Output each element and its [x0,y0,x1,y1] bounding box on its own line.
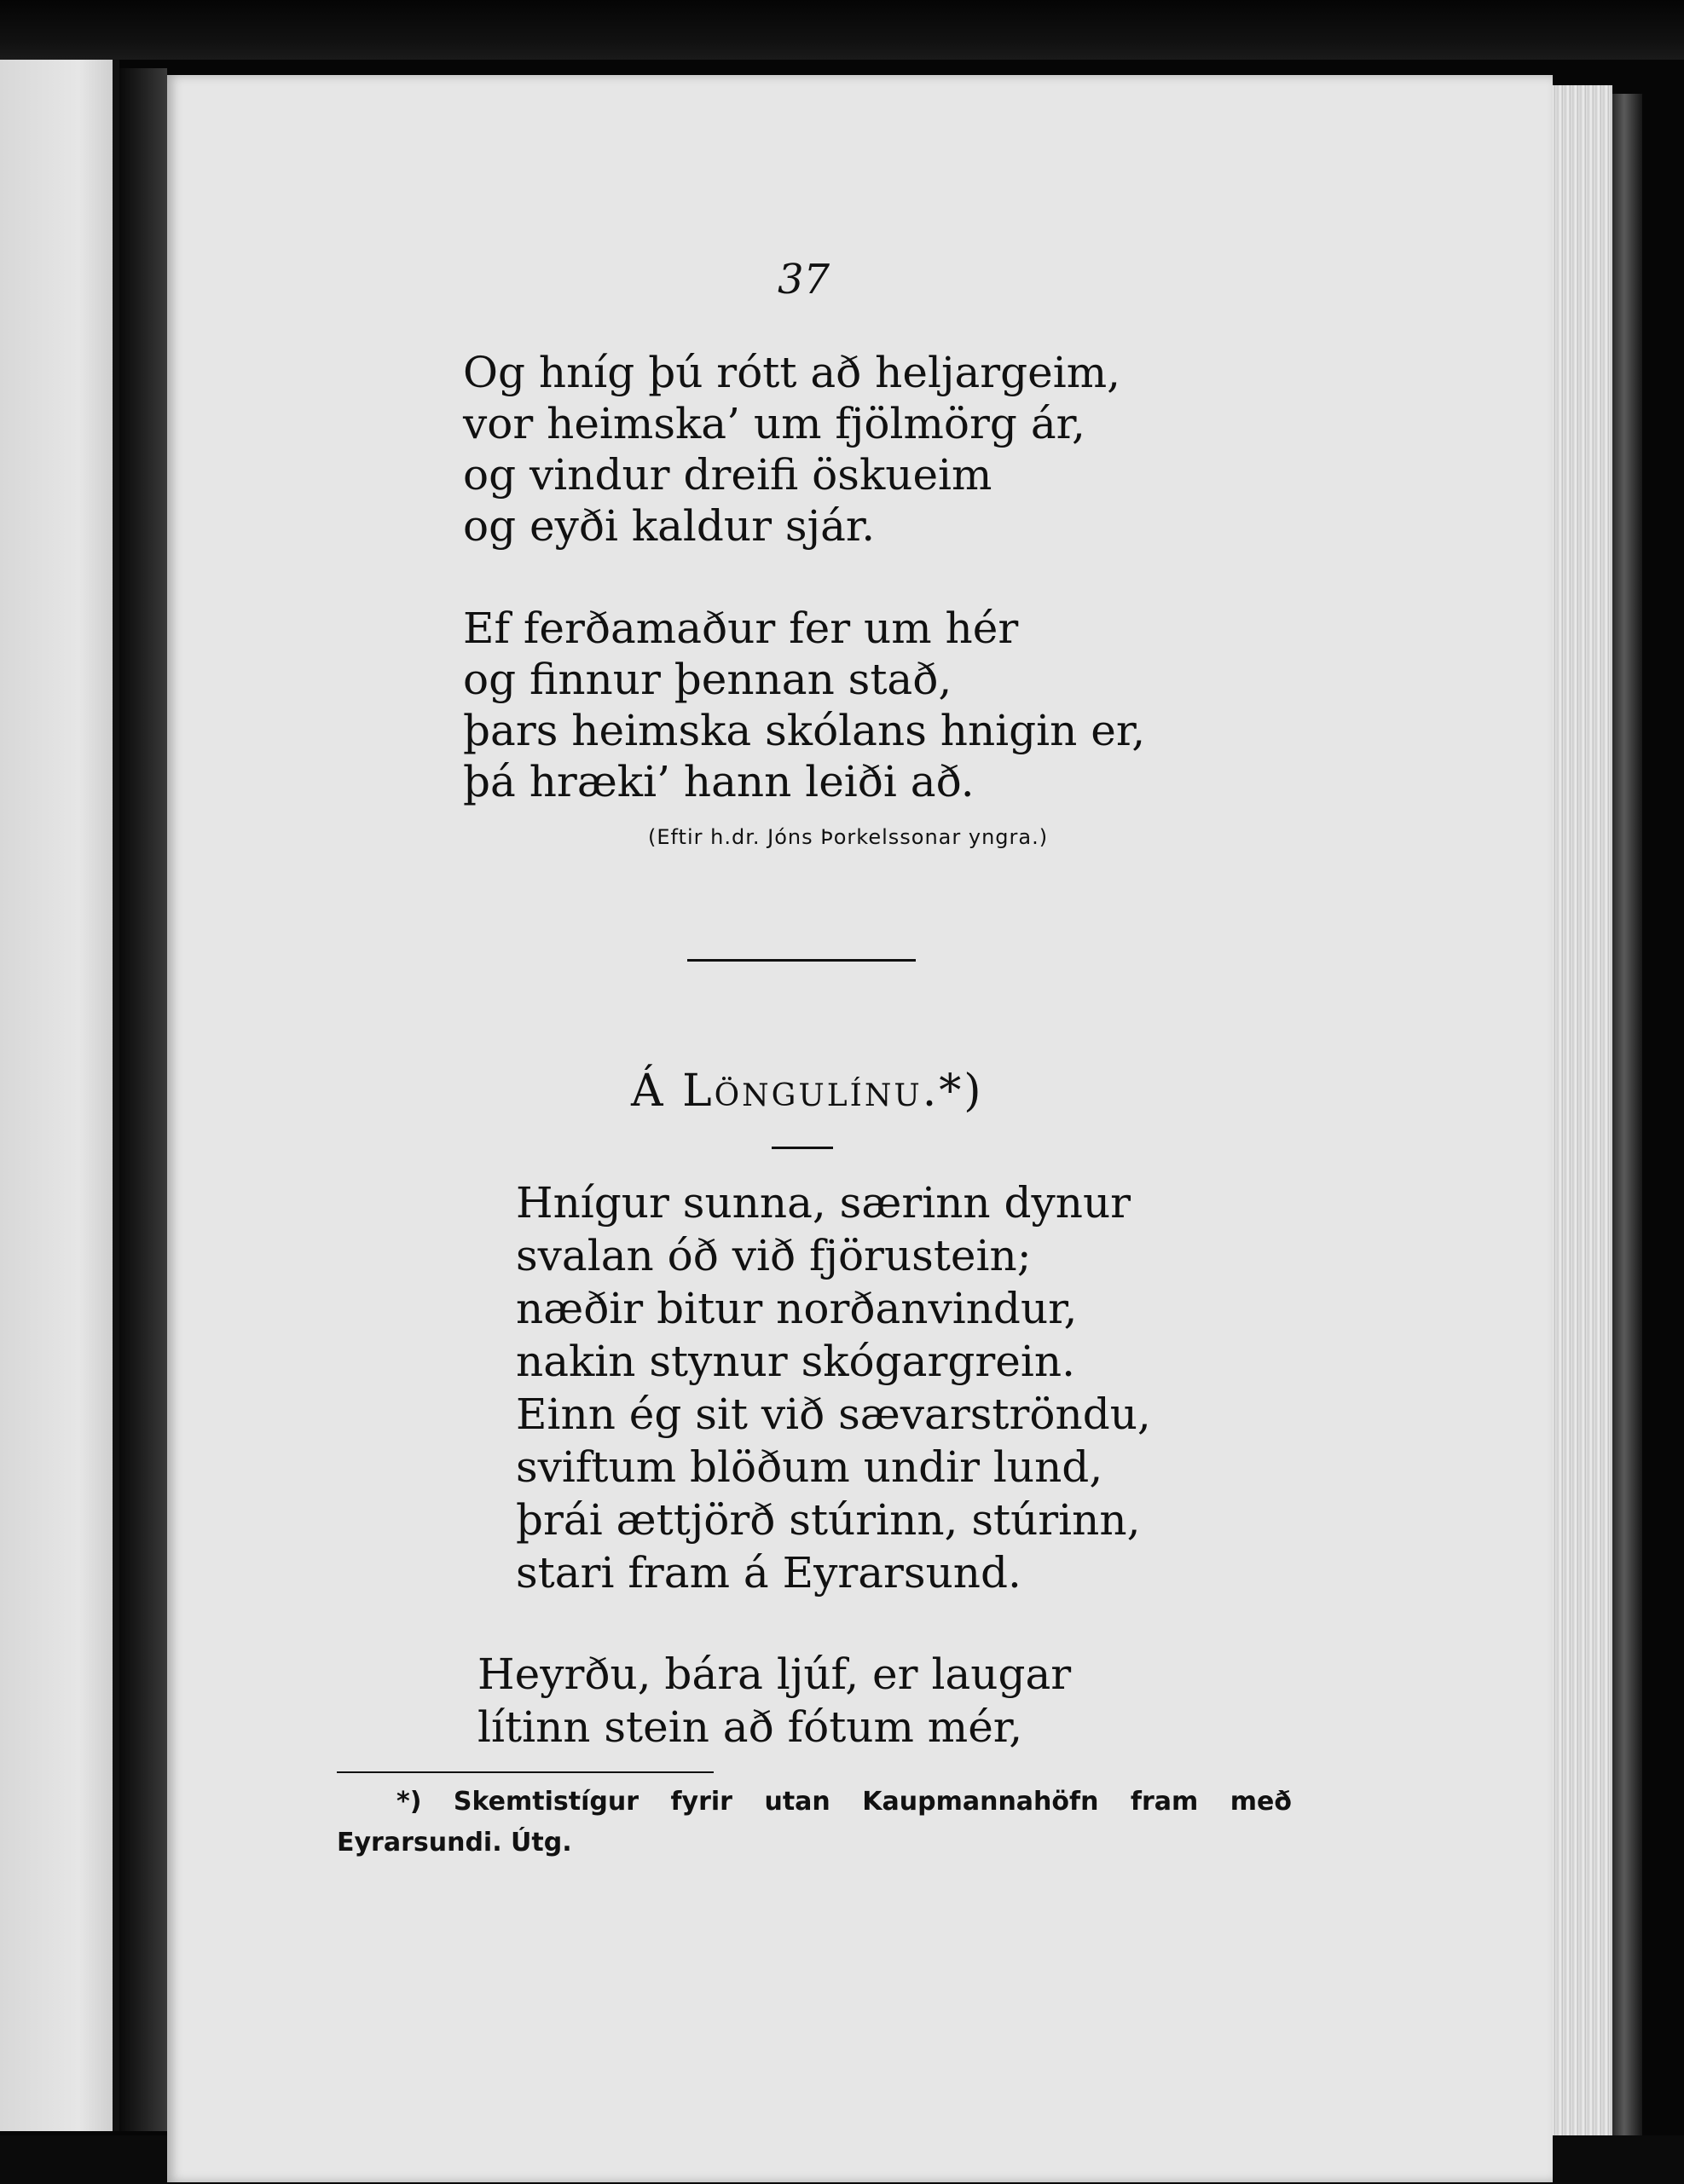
verse-line: og eyði kaldur sjár. [463,501,876,551]
verse-line: þá hræki’ hann leiði að. [463,757,975,806]
verse-line: næðir bitur norðanvindur, [516,1284,1078,1333]
page-edges [1548,85,1612,2165]
verse-line: þars heimska skólans hnigin er, [463,706,1146,755]
scan-top-edge [0,0,1684,60]
footnote-rule [337,1771,714,1773]
verse-line: svalan óð við fjörustein; [516,1231,1032,1280]
footnote-line: Eyrarsundi. Útg. [337,1828,572,1858]
stanza-4 [477,1648,1071,1754]
verse-line: Einn ég sit við sævarströndu, [516,1390,1151,1439]
verse-line: Heyrðu, bára ljúf, er laugar [477,1650,1072,1699]
verse-line: og vindur dreifi öskueim [463,450,992,500]
poem-title: Á Löngulínu.*) [631,1066,984,1117]
verse-line: stari fram á Eyrarsund. [516,1548,1021,1598]
verse-line: og finnur þennan stað, [463,655,952,704]
verse-line: Ef ferðamaður fer um hér [463,604,1019,653]
book-gutter [119,68,167,2131]
verse-line: Og hníg þú rótt að heljargeim, [463,348,1121,397]
footnote-line: *) Skemtistígur fyrir utan Kaupmannahöfn fram með [396,1787,1292,1817]
page-number: 37 [778,256,830,303]
verse-line: nakin stynur skógargrein. [516,1337,1075,1386]
facing-page-edge [0,60,113,2131]
title-divider [772,1147,833,1149]
book-cover-edge [1612,94,1642,2165]
verse-line: vor heimska’ um fjölmörg ár, [463,399,1085,448]
section-divider [687,959,916,962]
stanza-1 [463,347,1120,552]
footnote [337,1782,1292,1863]
verse-line: Hnígur sunna, særinn dynur [516,1178,1131,1228]
stanza-3 [516,1176,1151,1599]
attribution: (Eftir h.dr. Jóns Þorkelssonar yngra.) [648,825,1049,849]
verse-line: lítinn stein að fótum mér, [477,1702,1023,1752]
stanza-2 [463,603,1145,807]
verse-line: þrái ættjörð stúrinn, stúrinn, [516,1495,1141,1545]
verse-line: sviftum blöðum undir lund, [516,1442,1103,1492]
